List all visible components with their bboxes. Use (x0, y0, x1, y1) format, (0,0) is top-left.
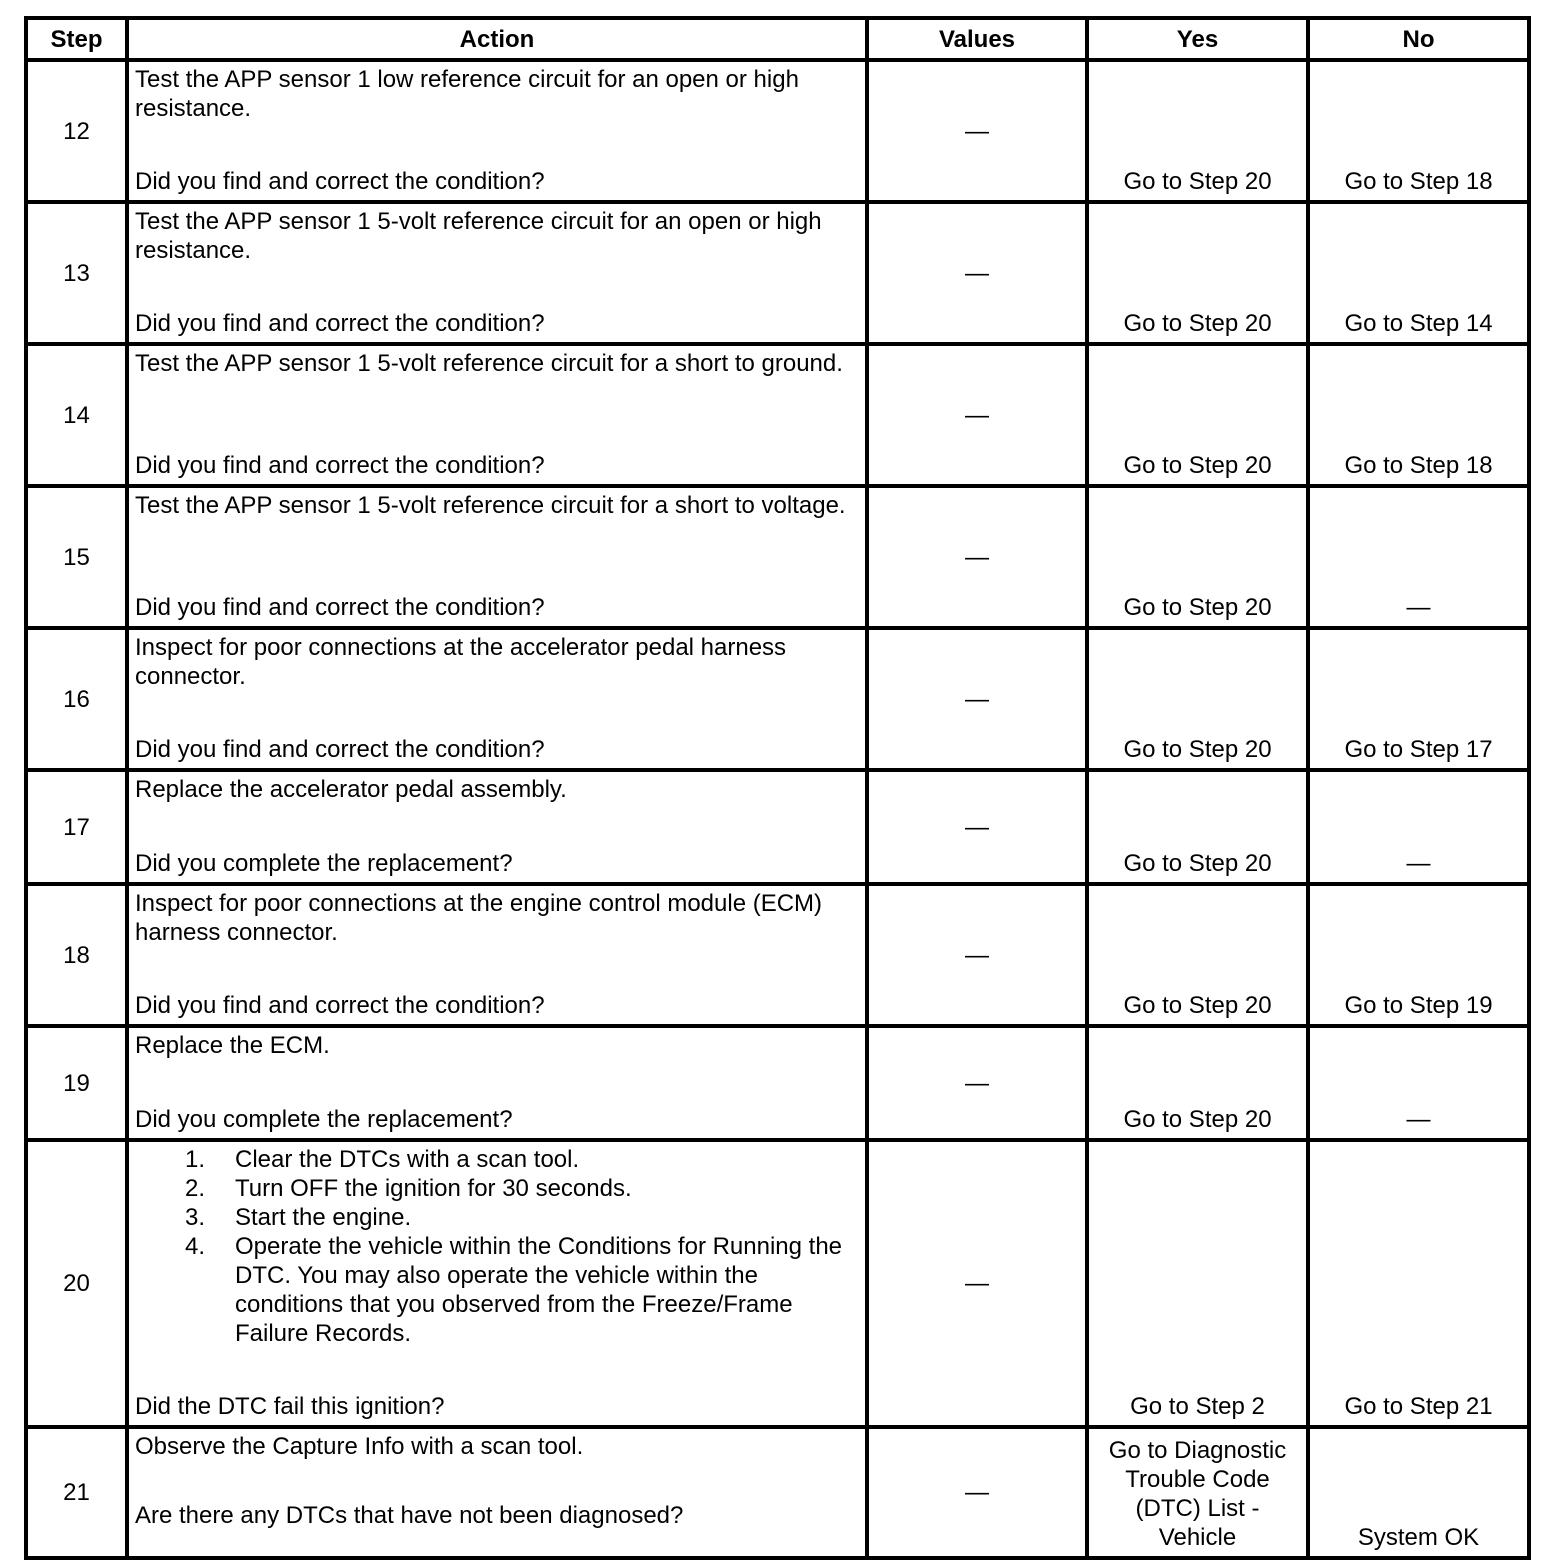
table-row (26, 1026, 1529, 1140)
header-yes: Yes (1087, 18, 1308, 60)
list-item (185, 1232, 859, 1348)
list-item (185, 1174, 859, 1203)
action-question: Did you find and correct the condition? (135, 992, 545, 1019)
step-number: 19 (26, 1026, 127, 1140)
yes-result: Go to Step 20 (1087, 770, 1308, 884)
list-item-text: Turn OFF the ignition for 30 seconds. (235, 1175, 632, 1202)
table-row (26, 1427, 1529, 1558)
no-result: Go to Step 21 (1308, 1140, 1529, 1427)
list-item-text: Operate the vehicle within the Conditions for Running the DTC. You may also operate the vehicle within the conditions that you observed from the Freeze/Frame Failure Records. (235, 1233, 843, 1347)
step-number: 21 (26, 1427, 127, 1558)
action-cell (127, 1140, 867, 1427)
step-number: 16 (26, 628, 127, 770)
no-result: Go to Step 18 (1308, 344, 1529, 486)
yes-result: Go to Step 20 (1087, 884, 1308, 1026)
no-result: — (1308, 1026, 1529, 1140)
values-cell: — (867, 344, 1087, 486)
action-cell (127, 344, 867, 486)
no-result: System OK (1308, 1427, 1529, 1558)
action-text: Observe the Capture Info with a scan tool. (135, 1433, 584, 1460)
action-cell (127, 202, 867, 344)
action-text: Inspect for poor connections at the accelerator pedal harness connector. (135, 634, 787, 690)
action-text: Test the APP sensor 1 5-volt reference circuit for a short to voltage. (135, 492, 846, 519)
list-item-text: Clear the DTCs with a scan tool. (235, 1146, 580, 1173)
step-number: 13 (26, 202, 127, 344)
table-row (26, 486, 1529, 628)
action-cell (127, 770, 867, 884)
yes-result: Go to Step 20 (1087, 1026, 1308, 1140)
header-values: Values (867, 18, 1087, 60)
step-number: 20 (26, 1140, 127, 1427)
action-cell (127, 60, 867, 202)
action-text: Inspect for poor connections at the engine control module (ECM) harness connector. (135, 890, 823, 946)
step-number: 15 (26, 486, 127, 628)
table-row (26, 628, 1529, 770)
action-cell (127, 486, 867, 628)
table-row (26, 202, 1529, 344)
list-item-number: 2. (185, 1175, 206, 1202)
yes-result: Go to Step 20 (1087, 60, 1308, 202)
action-question: Did you complete the replacement? (135, 850, 513, 877)
values-cell: — (867, 1026, 1087, 1140)
values-cell: — (867, 1427, 1087, 1558)
action-question: Did you find and correct the condition? (135, 168, 545, 195)
values-cell: — (867, 770, 1087, 884)
values-cell: — (867, 628, 1087, 770)
no-result: Go to Step 19 (1308, 884, 1529, 1026)
list-item-number: 4. (185, 1233, 206, 1260)
list-item-text: Start the engine. (235, 1204, 412, 1231)
list-item (185, 1145, 859, 1174)
action-cell (127, 1026, 867, 1140)
action-question: Did you find and correct the condition? (135, 310, 545, 337)
values-cell: — (867, 486, 1087, 628)
table-row (26, 1140, 1529, 1427)
yes-result-link[interactable]: Go to Diagnostic Trouble Code (DTC) List - Vehicle (1087, 1427, 1308, 1558)
list-item-number: 1. (185, 1146, 206, 1173)
yes-result: Go to Step 2 (1087, 1140, 1308, 1427)
step-number: 17 (26, 770, 127, 884)
header-step: Step (26, 18, 127, 60)
table-row (26, 884, 1529, 1026)
yes-result: Go to Step 20 (1087, 486, 1308, 628)
action-question: Are there any DTCs that have not been diagnosed? (135, 1502, 684, 1529)
action-cell (127, 628, 867, 770)
table-row (26, 344, 1529, 486)
step-number: 18 (26, 884, 127, 1026)
action-steps-list (135, 1145, 859, 1348)
action-question: Did the DTC fail this ignition? (135, 1393, 445, 1420)
yes-result: Go to Step 20 (1087, 628, 1308, 770)
yes-result: Go to Step 20 (1087, 344, 1308, 486)
no-result: Go to Step 14 (1308, 202, 1529, 344)
action-text: Test the APP sensor 1 5-volt reference circuit for a short to ground. (135, 350, 843, 377)
values-cell: — (867, 60, 1087, 202)
list-item (185, 1203, 859, 1232)
action-text: Test the APP sensor 1 5-volt reference circuit for an open or high resistance. (135, 208, 822, 264)
diagnostic-steps-table (24, 16, 1531, 1560)
header-action: Action (127, 18, 867, 60)
list-item-number: 3. (185, 1204, 206, 1231)
action-cell (127, 884, 867, 1026)
no-result: Go to Step 18 (1308, 60, 1529, 202)
values-cell: — (867, 202, 1087, 344)
yes-result: Go to Step 20 (1087, 202, 1308, 344)
table-row (26, 60, 1529, 202)
values-cell: — (867, 1140, 1087, 1427)
action-text: Replace the ECM. (135, 1032, 330, 1059)
table-row (26, 770, 1529, 884)
header-no: No (1308, 18, 1529, 60)
action-question: Did you find and correct the condition? (135, 736, 545, 763)
no-result: — (1308, 486, 1529, 628)
action-question: Did you find and correct the condition? (135, 594, 545, 621)
action-question: Did you find and correct the condition? (135, 452, 545, 479)
values-cell: — (867, 884, 1087, 1026)
no-result: Go to Step 17 (1308, 628, 1529, 770)
no-result: — (1308, 770, 1529, 884)
action-cell (127, 1427, 867, 1558)
table-header-row (26, 18, 1529, 60)
action-question: Did you complete the replacement? (135, 1106, 513, 1133)
step-number: 14 (26, 344, 127, 486)
action-text: Replace the accelerator pedal assembly. (135, 776, 567, 803)
action-text: Test the APP sensor 1 low reference circuit for an open or high resistance. (135, 66, 799, 122)
step-number: 12 (26, 60, 127, 202)
